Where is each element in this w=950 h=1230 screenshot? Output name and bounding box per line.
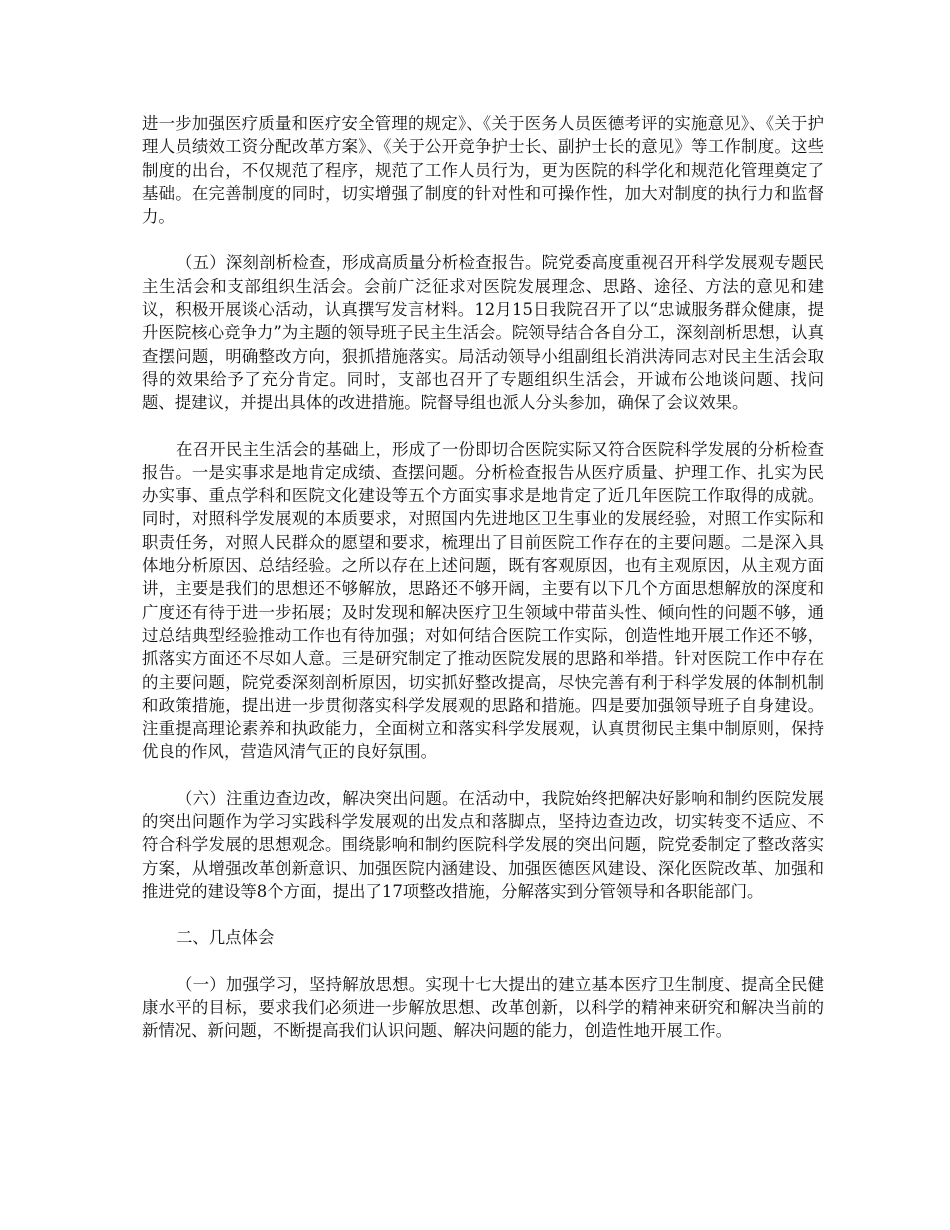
paragraph-analysis-report: 在召开民主生活会的基础上，形成了一份即切合医院实际又符合医院科学发展的分析检查报告。一是实事求是地肯定成绩、查摆问题。分析检查报告从医疗质量、护理工作、扎实为民办实事、重点学科和医院文化建设等五个方面实事求是地肯定了近几年医院工作取得的成就。同时，对照科学发展观的本质要求，对照国内先进地区卫生事业的发展经验，对照工作实际和职责任务，对照人民群众的愿望和要求，梳理出了目前医院工作存在的主要问题。二是深入具体地分析原因、总结经验。之所以存在上述问题，既有客观原因，也有主观原因，从主观方面讲，主要是我们的思想还不够解放，思路还不够开阔，主要有以下几个方面思想解放的深度和广度还有待于进一步拓展；及时发现和解决医疗卫生领域中带苗头性、倾向性的问题不够，通过总结典型经验推动工作也有待加强；对如何结合医院工作实际，创造性地开展工作还不够，抓落实方面还不尽如人意。三是研究制定了推动医院发展的思路和举措。针对医院工作中存在的主要问题，院党委深刻剖析原因，切实抓好整改提高，尽快完善有利于科学发展的体制机制和政策措施，提出进一步贯彻落实科学发展观的思路和措施。四是要加强领导班子自身建设。注重提高理论素养和执政能力，全面树立和落实科学发展观，认真贯彻民主集中制原则，保持优良的作风，营造风清气正的良好氛围。 [142, 439, 824, 762]
paragraph-section-six: （六）注重边查边改，解决突出问题。在活动中，我院始终把解决好影响和制约医院发展的突出问题作为学习实践科学发展观的出发点和落脚点，坚持边查边改，切实转变不适应、不符合科学发展的思想观念。围绕影响和制约医院科学发展的突出问题，院党委制定了整改落实方案，从增强改革创新意识、加强医院内涵建设、加强医德医风建设、深化医院改革、加强和推进党的建设等8个方面，提出了17项整改措施，分解落实到分管领导和各职能部门。 [142, 788, 824, 901]
paragraph-section-five: （五）深刻剖析检查，形成高质量分析检查报告。院党委高度重视召开科学发展观专题民主生活会和支部组织生活会。会前广泛征求对医院发展理念、思路、途径、方法的意见和建议，积极开展谈心活动，认真撰写发言材料。12月15日我院召开了以“忠诚服务群众健康，提升医院核心竞争力”为主题的领导班子民主生活会。院领导结合各自分工，深刻剖析思想，认真查摆问题，明确整改方向，狠抓措施落实。局活动领导小组副组长消洪涛同志对民主生活会取得的效果给予了充分肯定。同时，支部也召开了专题组织生活会，开诚布公地谈问题、找问题、提建议，并提出具体的改进措施。院督导组也派人分头参加，确保了会议效果。 [142, 253, 824, 413]
paragraph-reflection-one: （一）加强学习，坚持解放思想。实现十七大提出的建立基本医疗卫生制度、提高全民健康水平的目标，要求我们必须进一步解放思想、改革创新，以科学的精神来研究和解决当前的新情况、新问题，不断提高我们认识问题、解决问题的能力，创造性地开展工作。 [142, 974, 824, 1041]
section-heading-reflections: 二、几点体会 [176, 928, 275, 948]
document-body [142, 112, 824, 1065]
paragraph-regulations-continued: 进一步加强医疗质量和医疗安全管理的规定》、《关于医务人员医德考评的实施意见》、《关于护理人员绩效工资分配改革方案》、《关于公开竞争护士长、副护士长的意见》等工作制度。这些制度的出台，不仅规范了程序，规范了工作人员行为，更为医院的科学化和规范化管理奠定了基础。在完善制度的同时，切实增强了制度的针对性和可操作性，加大对制度的执行力和监督力。 [142, 114, 824, 227]
